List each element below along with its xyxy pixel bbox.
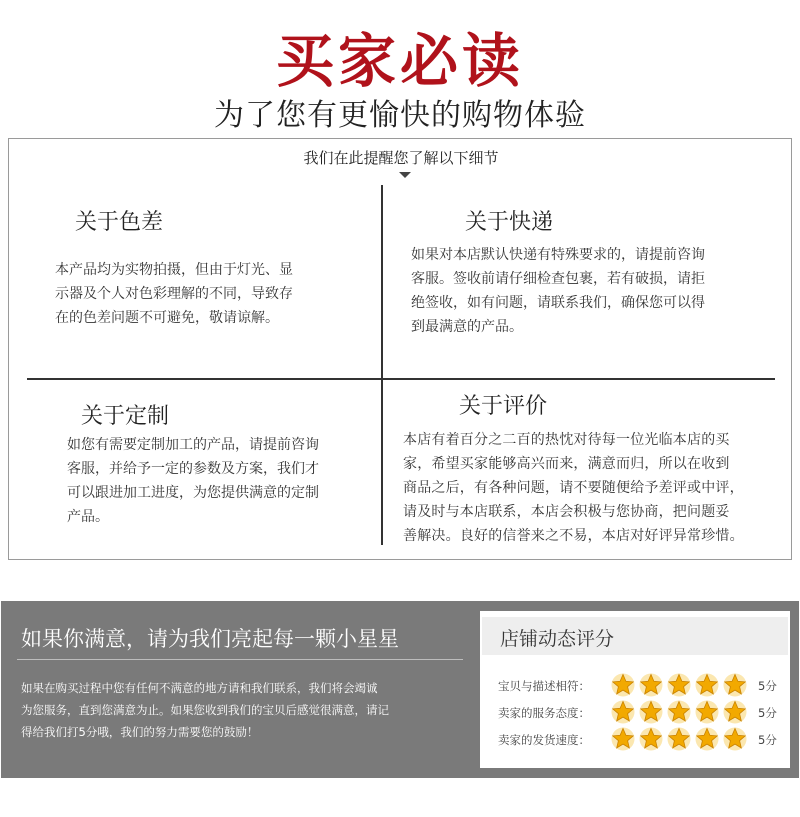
section-line: 本店有着百分之二百的热忱对待每一位光临本店的买 (403, 432, 730, 448)
section-line: 到最满意的产品。 (411, 319, 523, 335)
notice-box (8, 138, 792, 560)
rating-promo-panel (1, 601, 799, 778)
star-icon (695, 700, 719, 724)
section-line: 示器及个人对色彩理解的不同，导致存 (55, 286, 293, 302)
star-icon (723, 673, 747, 697)
section-body-delivery (411, 243, 705, 339)
section-line: 请及时与本店联系，本店会积极与您协商，把问题妥 (403, 504, 730, 520)
rating-row-description (480, 673, 790, 699)
rating-card-header (482, 617, 788, 655)
star-icon (611, 727, 635, 751)
star-rating (611, 727, 747, 751)
star-icon (639, 700, 663, 724)
section-line: 如您有需要定制加工的产品，请提前咨询 (67, 437, 319, 453)
section-line: 在的色差问题不可避免，敬请谅解。 (55, 310, 279, 326)
star-icon (667, 700, 691, 724)
section-line: 可以跟进加工进度，为您提供满意的定制 (67, 485, 319, 501)
section-title-color-difference: 关于色差 (75, 210, 164, 235)
page-subtitle: 为了您有更愉快的购物体验 (214, 98, 586, 133)
star-icon (667, 727, 691, 751)
notice-caption: 我们在此提醒您了解以下细节 (303, 149, 499, 167)
rating-card-title: 店铺动态评分 (500, 628, 615, 650)
star-icon (667, 673, 691, 697)
rating-score: 5分 (758, 706, 777, 720)
star-icon (611, 673, 635, 697)
section-line: 本产品均为实物拍摄，但由于灯光、显 (55, 262, 293, 278)
star-icon (723, 700, 747, 724)
promo-line-text: 如果在购买过程中您有任何不满意的地方请和我们联系，我们将会竭诚 (21, 681, 378, 695)
section-body-reviews (403, 428, 744, 548)
section-body-customization (67, 433, 319, 529)
star-icon (695, 673, 719, 697)
section-line: 如果对本店默认快递有特殊要求的，请提前咨询 (411, 247, 705, 263)
caret-down-icon (399, 172, 411, 178)
promo-text (21, 677, 461, 743)
rating-label: 宝贝与描述相符： (498, 679, 590, 693)
section-line: 客服，并给予一定的参数及方案，我们才 (67, 461, 319, 477)
rating-score: 5分 (758, 733, 777, 747)
rating-label: 卖家的服务态度： (498, 706, 590, 720)
section-body-color-difference (55, 258, 293, 330)
section-title-delivery: 关于快递 (465, 210, 554, 235)
promo-line-text: 为您服务，直到您满意为止。如果您收到我们的宝贝后感觉很满意，请记 (21, 703, 389, 717)
rating-row-shipping (480, 727, 790, 753)
section-line: 绝签收，如有问题，请联系我们，确保您可以得 (411, 295, 705, 311)
star-icon (723, 727, 747, 751)
vertical-divider (381, 185, 383, 545)
rating-label: 卖家的发货速度： (498, 733, 590, 747)
promo-title: 如果你满意，请为我们亮起每一颗小星星 (21, 627, 399, 651)
star-rating (611, 673, 747, 697)
section-line: 产品。 (67, 509, 109, 525)
section-line: 家，希望买家能够高兴而来，满意而归，所以在收到 (403, 456, 730, 472)
horizontal-divider (27, 378, 775, 380)
rating-score: 5分 (758, 679, 777, 693)
section-line: 客服。签收前请仔细检查包裹，若有破损，请拒 (411, 271, 705, 287)
page-title: 买家必读 (275, 27, 524, 95)
section-line: 善解决。良好的信誉来之不易，本店对好评异常珍惜。 (403, 528, 744, 544)
star-rating (611, 700, 747, 724)
shop-rating-card (480, 611, 790, 768)
section-title-reviews: 关于评价 (459, 394, 548, 419)
promo-line-text: 得给我们打5分哦，我们的努力需要您的鼓励！ (21, 725, 259, 739)
star-icon (639, 673, 663, 697)
rating-row-service (480, 700, 790, 726)
section-line: 商品之后，有各种问题，请不要随便给予差评或中评， (403, 480, 744, 496)
star-icon (611, 700, 635, 724)
star-icon (695, 727, 719, 751)
promo-divider (17, 659, 463, 660)
star-icon (639, 727, 663, 751)
section-title-customization: 关于定制 (81, 404, 170, 429)
